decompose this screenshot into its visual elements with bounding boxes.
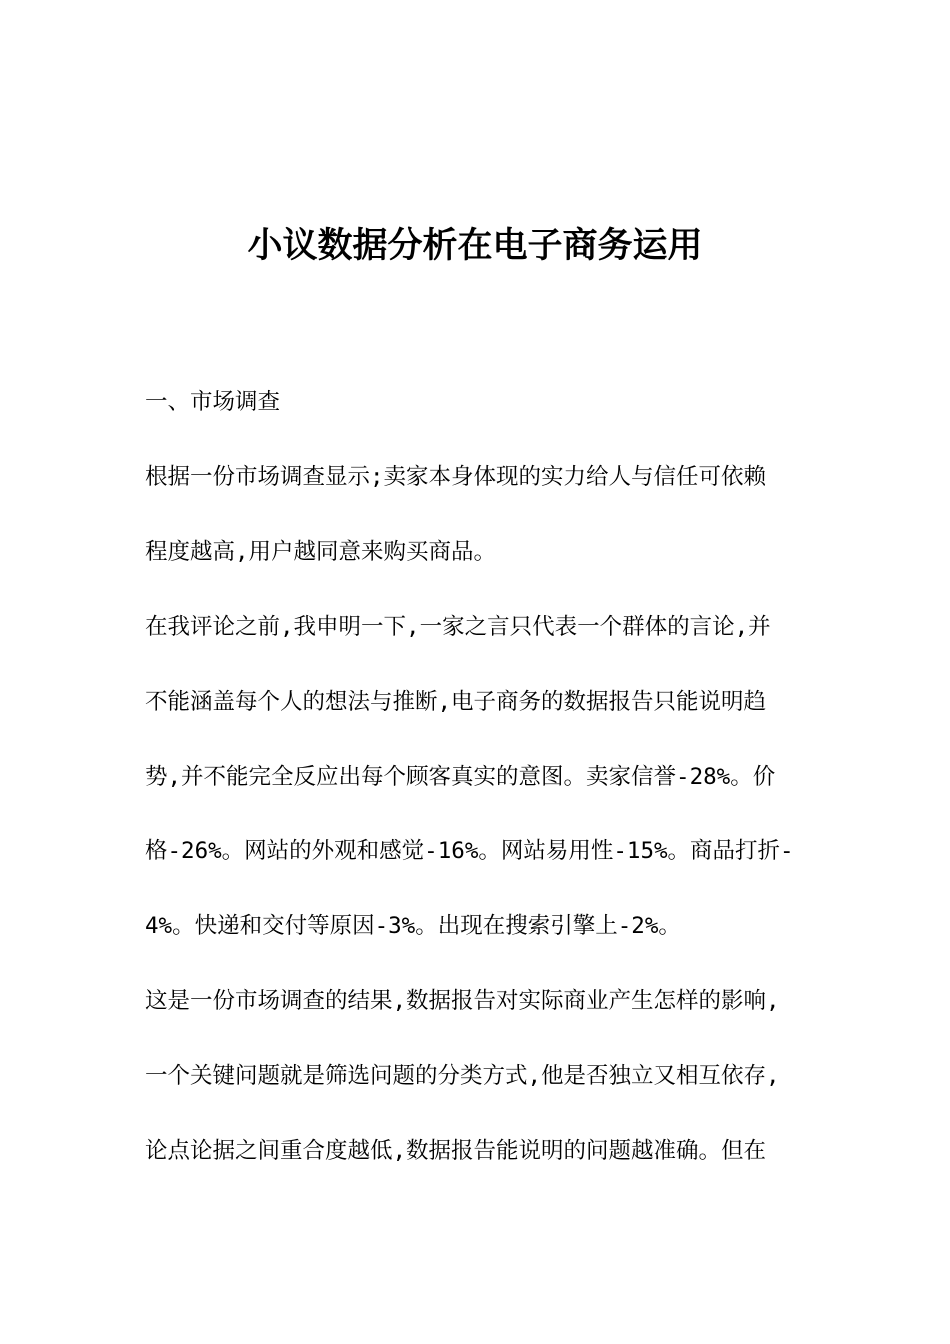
body-line: 这是一份市场调查的结果,数据报告对实际商业产生怎样的影响, bbox=[145, 988, 780, 1014]
section-heading: 一、市场调查 bbox=[145, 389, 281, 415]
document-title: 小议数据分析在电子商务运用 bbox=[247, 226, 703, 266]
body-line: 势,并不能完全反应出每个顾客真实的意图。卖家信誉-28%。价 bbox=[145, 764, 776, 790]
body-line: 不能涵盖每个人的想法与推断,电子商务的数据报告只能说明趋 bbox=[145, 689, 767, 715]
body-line: 根据一份市场调查显示;卖家本身体现的实力给人与信任可依赖 bbox=[145, 464, 767, 490]
body-line: 程度越高,用户越同意来购买商品。 bbox=[145, 539, 497, 565]
body-line: 一个关键问题就是筛选问题的分类方式,他是否独立又相互依存, bbox=[145, 1063, 780, 1089]
body-line: 在我评论之前,我申明一下,一家之言只代表一个群体的言论,并 bbox=[145, 614, 771, 640]
body-line: 4%。快递和交付等原因-3%。出现在搜索引擎上-2%。 bbox=[145, 913, 681, 939]
body-line: 论点论据之间重合度越低,数据报告能说明的问题越准确。但在 bbox=[145, 1138, 767, 1164]
body-line: 格-26%。网站的外观和感觉-16%。网站易用性-15%。商品打折- bbox=[145, 838, 794, 864]
